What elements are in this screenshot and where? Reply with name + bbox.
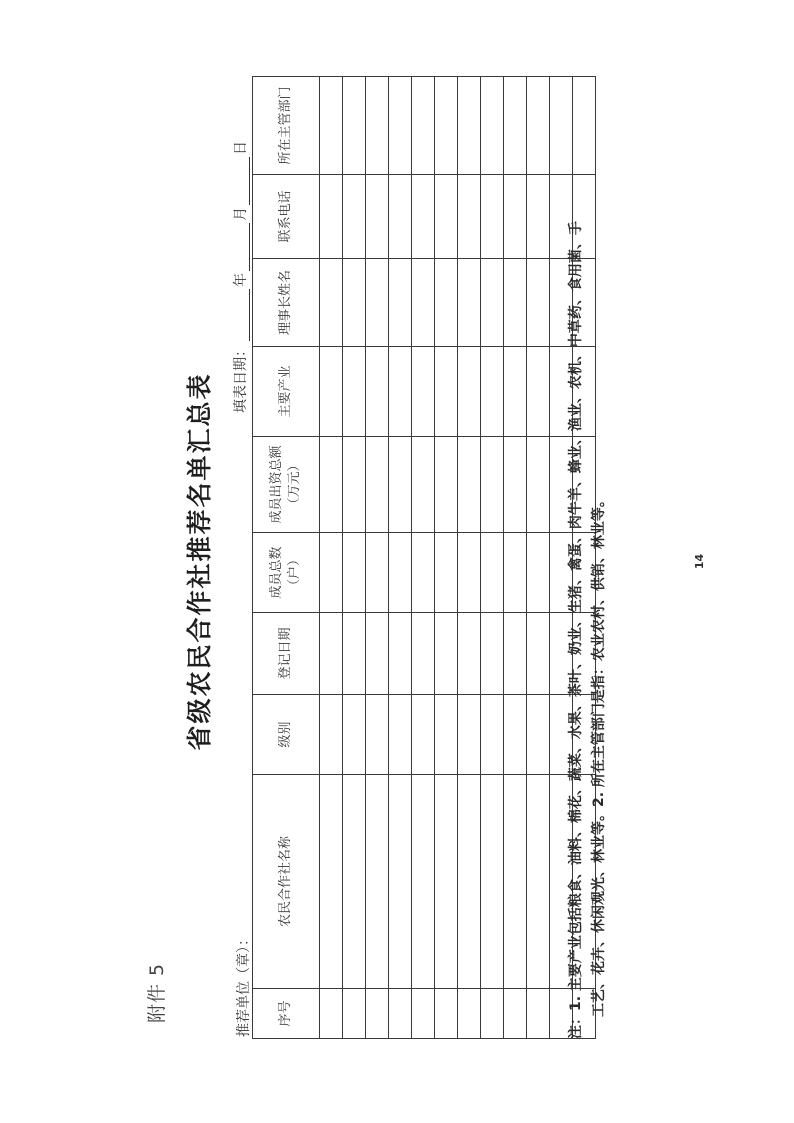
table-cell — [435, 437, 458, 533]
table-cell — [481, 259, 504, 347]
table-row — [343, 77, 366, 1039]
recommendation-table — [252, 76, 596, 1039]
table-cell — [458, 775, 481, 989]
table-cell — [366, 695, 389, 775]
table-cell — [435, 775, 458, 989]
table-cell — [527, 775, 550, 989]
table-cell — [412, 695, 435, 775]
table-cell — [458, 695, 481, 775]
table-cell — [412, 259, 435, 347]
table-cell — [504, 77, 527, 175]
table-cell — [527, 347, 550, 437]
table-cell — [343, 613, 366, 695]
table-cell — [527, 533, 550, 613]
table-cell — [412, 775, 435, 989]
table-cell — [458, 613, 481, 695]
table-cell — [504, 613, 527, 695]
table-cell — [320, 437, 343, 533]
year-label: 年 — [233, 273, 249, 287]
table-cell — [412, 613, 435, 695]
table-cell — [458, 259, 481, 347]
table-cell — [481, 77, 504, 175]
table-cell — [389, 437, 412, 533]
recommending-unit-label: 推荐单位（章）： — [236, 932, 252, 1037]
table-cell — [504, 533, 527, 613]
month-label: 月 — [233, 207, 249, 221]
table-cell — [320, 259, 343, 347]
table-cell — [435, 989, 458, 1039]
table-cell — [527, 175, 550, 259]
table-cell — [320, 989, 343, 1039]
table-cell — [343, 437, 366, 533]
table-cell — [527, 437, 550, 533]
table-cell — [366, 775, 389, 989]
header-chair-name: 理事长姓名 — [253, 259, 320, 347]
notes-line-2: 工艺、花卉、休闲观光、林业等。2. 所在主管部门是指：农业农村、供销、林业等。 — [591, 493, 607, 1017]
header-contact-phone: 联系电话 — [253, 175, 320, 259]
table-row — [458, 77, 481, 1039]
table-cell — [320, 775, 343, 989]
table-cell — [458, 437, 481, 533]
page-number: 14 — [693, 553, 706, 570]
table-cell — [435, 613, 458, 695]
header-member-capital: 成员出资总额（万元） — [253, 437, 320, 533]
table-row — [412, 77, 435, 1039]
table-cell — [412, 989, 435, 1039]
table-row — [481, 77, 504, 1039]
table-cell — [343, 259, 366, 347]
table-cell — [527, 695, 550, 775]
table-cell — [366, 533, 389, 613]
table-cell — [389, 613, 412, 695]
header-serial-number: 序号 — [253, 989, 320, 1039]
table-cell — [389, 533, 412, 613]
table-cell — [389, 775, 412, 989]
table-row — [320, 77, 343, 1039]
table-cell — [320, 533, 343, 613]
table-cell — [481, 775, 504, 989]
header-supervising-department: 所在主管部门 — [253, 77, 320, 175]
table-cell — [412, 175, 435, 259]
table-cell — [343, 77, 366, 175]
table-body — [320, 77, 596, 1039]
header-main-industry: 主要产业 — [253, 347, 320, 437]
table-cell — [504, 989, 527, 1039]
table-cell — [366, 613, 389, 695]
recommending-unit-blank — [238, 766, 253, 926]
table-cell — [366, 259, 389, 347]
table-cell — [389, 259, 412, 347]
table-cell — [458, 175, 481, 259]
table-cell — [481, 695, 504, 775]
table-cell — [481, 533, 504, 613]
table-cell — [320, 613, 343, 695]
recommending-unit-row — [233, 766, 253, 1037]
table-header-row — [253, 77, 320, 1039]
table-cell — [412, 533, 435, 613]
table-cell — [435, 175, 458, 259]
table-cell — [458, 989, 481, 1039]
table-cell — [435, 347, 458, 437]
table-cell — [504, 775, 527, 989]
table-cell — [366, 77, 389, 175]
table-cell — [343, 775, 366, 989]
table-cell — [481, 347, 504, 437]
table-cell — [435, 259, 458, 347]
table-cell — [458, 77, 481, 175]
table-cell — [481, 437, 504, 533]
table-cell — [527, 259, 550, 347]
table-cell — [343, 175, 366, 259]
attachment-label: 附件 5 — [146, 962, 168, 1023]
table-cell — [320, 695, 343, 775]
table-row — [389, 77, 412, 1039]
table-cell — [389, 175, 412, 259]
notes-line-1: 注：1. 主要产业包括粮食、油料、棉花、蔬菜、水果、茶叶、奶业、生猪、禽蛋、肉牛羊、蜂业、渔业、农机、中草药、食用菌、手 — [568, 221, 584, 1039]
header-level: 级别 — [253, 695, 320, 775]
table-cell — [481, 175, 504, 259]
fill-date-row — [230, 141, 250, 413]
table-cell — [389, 347, 412, 437]
table-cell — [366, 175, 389, 259]
table-cell — [320, 175, 343, 259]
table-cell — [343, 347, 366, 437]
table-cell — [389, 77, 412, 175]
table-cell — [412, 77, 435, 175]
table-row — [435, 77, 458, 1039]
table-cell — [343, 989, 366, 1039]
table-cell — [343, 533, 366, 613]
table-cell — [504, 437, 527, 533]
month-blank — [235, 223, 250, 271]
table-cell — [504, 175, 527, 259]
table-cell — [458, 347, 481, 437]
table-cell — [389, 989, 412, 1039]
header-member-count: 成员总数（户） — [253, 533, 320, 613]
header-registration-date: 登记日期 — [253, 613, 320, 695]
table-cell — [412, 347, 435, 437]
table-cell — [435, 533, 458, 613]
table-row — [504, 77, 527, 1039]
table-cell — [504, 347, 527, 437]
table-cell — [481, 989, 504, 1039]
table-cell — [458, 533, 481, 613]
day-blank — [235, 157, 250, 205]
year-blank — [235, 289, 250, 341]
table-cell — [366, 437, 389, 533]
table-cell — [504, 259, 527, 347]
table-cell — [527, 989, 550, 1039]
table-cell — [389, 695, 412, 775]
table-cell — [527, 77, 550, 175]
header-coop-name: 农民合作社名称 — [253, 775, 320, 989]
table-cell — [366, 347, 389, 437]
table-cell — [435, 77, 458, 175]
notes — [565, 69, 611, 1039]
table-cell — [527, 613, 550, 695]
table-row — [366, 77, 389, 1039]
table-cell — [504, 695, 527, 775]
table-cell — [412, 437, 435, 533]
table-cell — [343, 695, 366, 775]
table-cell — [366, 989, 389, 1039]
table-cell — [320, 347, 343, 437]
table-cell — [481, 613, 504, 695]
table-row — [527, 77, 550, 1039]
fill-date-label: 填表日期： — [233, 343, 249, 413]
table-cell — [320, 77, 343, 175]
day-label: 日 — [233, 141, 249, 155]
form-title: 省级农民合作社推荐名单汇总表 — [185, 372, 214, 751]
table-cell — [435, 695, 458, 775]
